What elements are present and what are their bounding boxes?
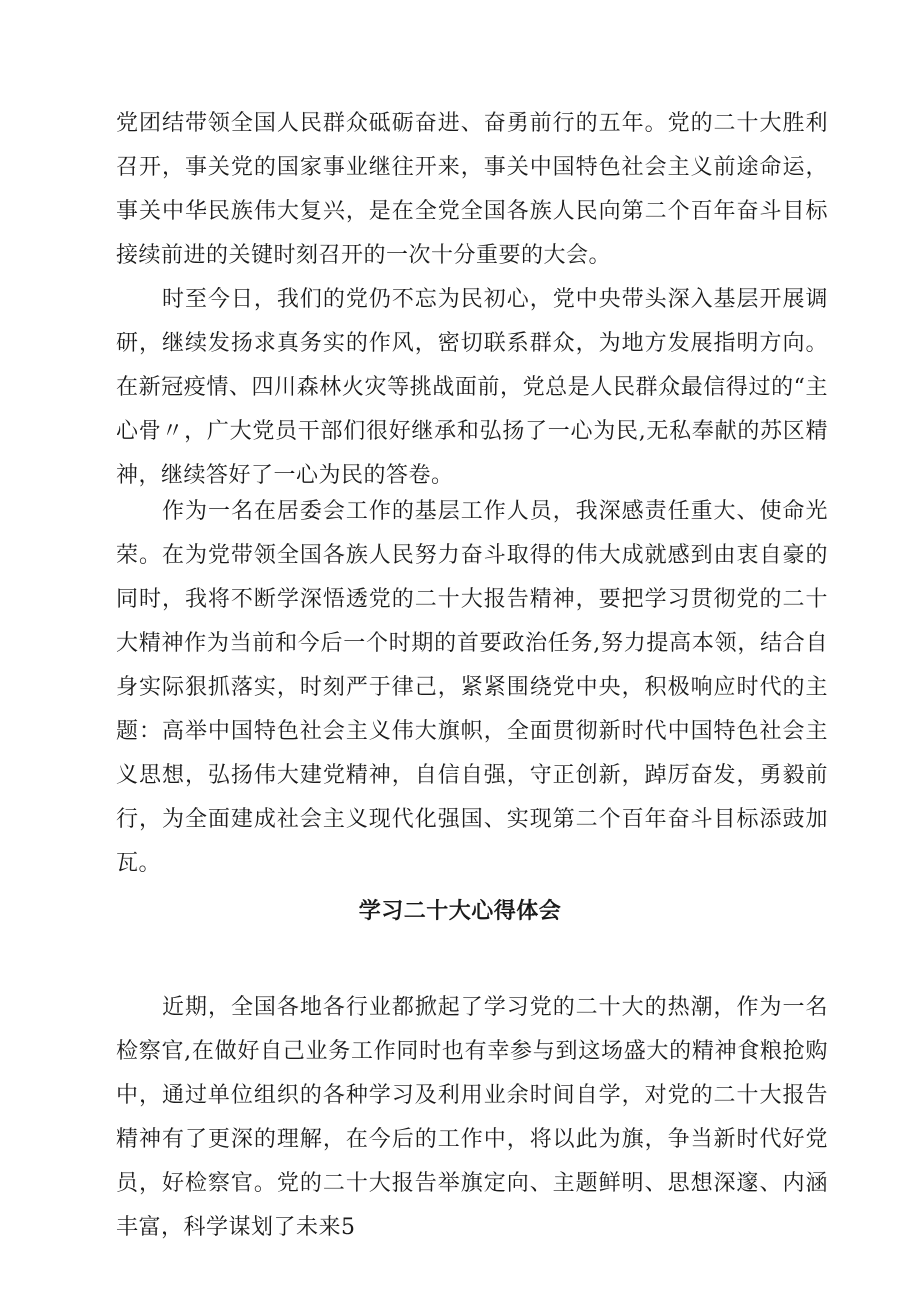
paragraph-prosecutor: 近期，全国各地各行业都掀起了学习党的二十大的热潮，作为一名检察官,在做好自己业务工作同时也有幸参与到这场盛大的精神食粮抢购中，通过单位组织的各种学习及利用业余时间自学，对党的二十大报告精神有了更深的理解，在今后的工作中，将以此为旗，争当新时代好党员，好检察官。党的二十大报告举旗定向、主题鲜明、思想深邃、内涵丰富，科学谋划了未来5	[116, 995, 828, 1240]
paragraph-grassroots-worker: 作为一名在居委会工作的基层工作人员，我深感责任重大、使命光荣。在为党带领全国各族人民努力奋斗取得的伟大成就感到由衷自豪的同时，我将不断学深悟透党的二十大报告精神，要把学习贯彻党的二十大精神作为当前和今后一个时期的首要政治任务,努力提高本领，结合自身实际狠抓落实，时刻严于律己，紧紧围绕党中央，积极响应时代的主题：高举中国特色社会主义伟大旗帜，全面贯彻新时代中国特色社会主义思想，弘扬伟大建党精神，自信自强，守正创新，踔厉奋发，勇毅前行，为全面建成社会主义现代化强国、实现第二个百年奋斗目标添豉加瓦。	[116, 499, 828, 876]
paragraph-initial-mission: 时至今日，我们的党仍不忘为民初心，党中央带头深入基层开展调研，继续发扬求真务实的作风，密切联系群众，为地方发展指明方向。在新冠疫情、四川森林火灾等挑战面前，党总是人民群众最信得过的“主心骨〃，广大党员干部们很好继承和弘扬了一心为民,无私奉献的苏区精神，继续答好了一心为民的答卷。	[116, 287, 828, 488]
paragraph-continued: 党团结带领全国人民群众砥砺奋进、奋勇前行的五年。党的二十大胜利召开，事关党的国家事业继往开来，事关中国特色社会主义前途命运，事关中华民族伟大复兴，是在全党全国各族人民向第二个百年奋斗目标接续前进的关键时刻召开的一次十分重要的大会。	[116, 111, 828, 268]
section-heading: 学习二十大心得体会	[358, 898, 562, 924]
